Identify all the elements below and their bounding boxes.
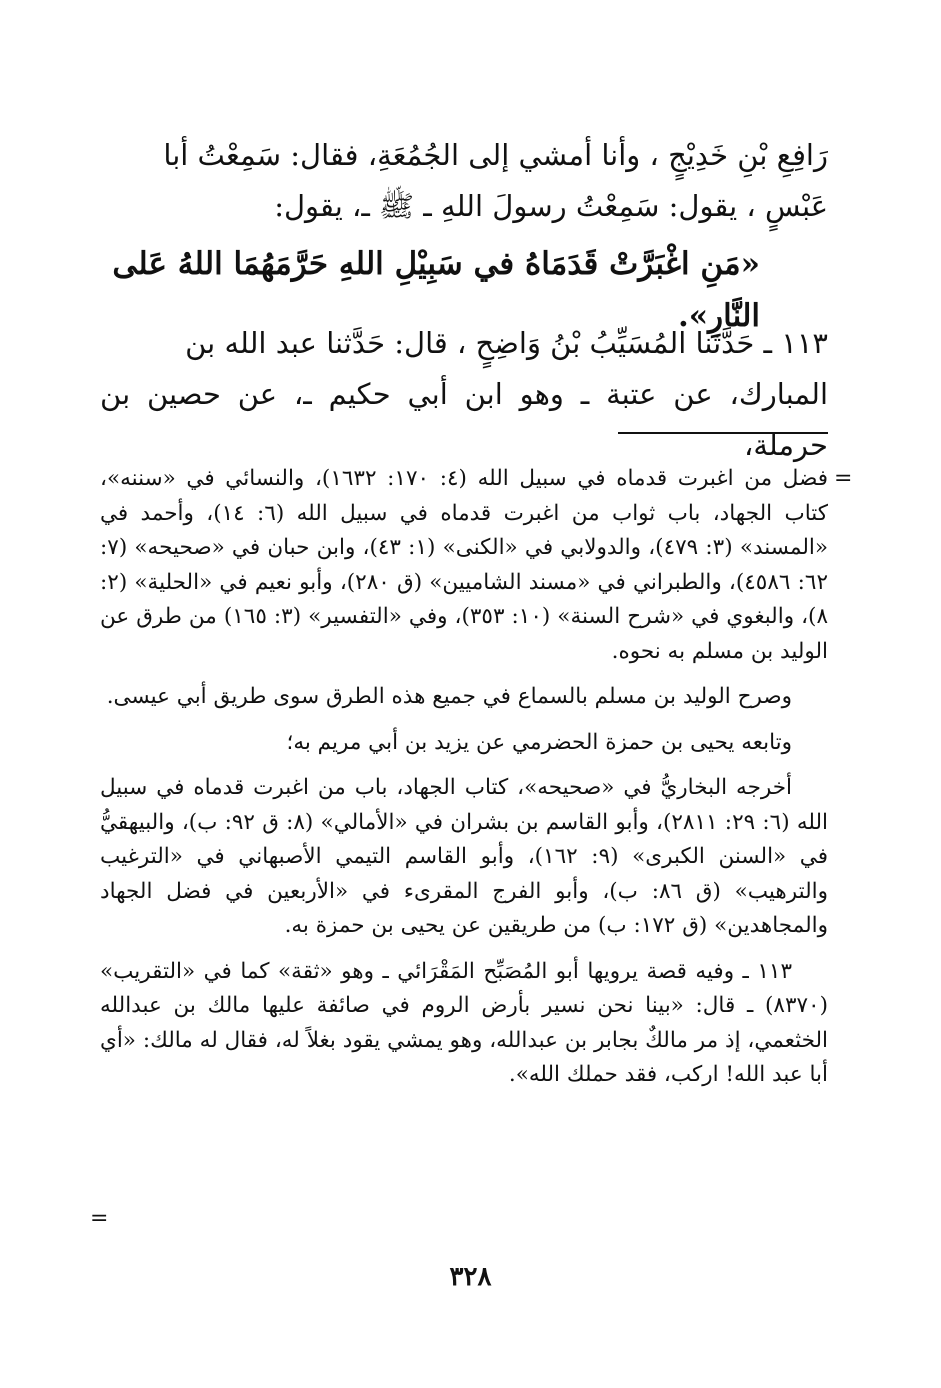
footnote-paragraph: فضل من اغبرت قدماه في سبيل الله (٤: ١٧٠: ١٦٣٢)، والنسائي في «سننه»، كتاب الجهاد، باب ثواب من اغبرت قدماه في سبيل الله (٦: ١٤)، وأحمد في «المسند» (٣: ٤٧٩)، والدولابي في «الكنى» (١: ٤٣)، وابن حبان في «صحيحه» (٧: ٦٢: ٤٥٨٦)، والطبراني في «مسند الشاميين» (ق ٢٨٠)، وأبو نعيم في «الحلية» (٢: ٨)، والبغوي في «شرح السنة» (١٠: ٣٥٣)، وفي «التفسير» (٣: ١٦٥) من طرق عن الوليد بن مسلم به نحوه. — [100, 466, 829, 664]
page-number: ٣٢٨ — [449, 1262, 492, 1292]
footnotes-section — [100, 462, 828, 1093]
main-line: ١١٣ ـ حَدَّثنا المُسَيِّبُ بْنُ وَاضِحٍ ، قال: حَدَّثنا عبد الله بن — [185, 326, 828, 360]
footnote-paragraph: وصرح الوليد بن مسلم بالسماع في جميع هذه الطرق سوى طريق أبي عيسى. — [106, 684, 792, 709]
footnote-continuation-marker: = — [834, 466, 853, 491]
hadith-quote: «مَنِ اغْبَرَّتْ قَدَمَاهُ في سَبِيْلِ اللهِ حَرَّمَهُمَا اللهُ عَلى النَّارِ». — [112, 246, 760, 334]
main-line: رَافِعِ بْنِ خَدِيْجٍ ، وأنا أمشي إلى الجُمُعَةِ، فقال: سَمِعْتُ أبا — [163, 138, 828, 172]
main-paragraph-113 — [100, 318, 828, 471]
main-paragraph-top — [100, 130, 828, 232]
footnote-paragraph: وتابعه يحيى بن حمزة الحضرمي عن يزيد بن أبي مريم به؛ — [286, 729, 792, 755]
main-line: عَبْسٍ ، يقول: سَمِعْتُ رسولَ اللهِ ـ ﷺ ـ، يقول: — [274, 189, 828, 223]
footnote-paragraph: أخرجه البخاريُّ في «صحيحه»، كتاب الجهاد، باب من اغبرت قدماه في سبيل الله (٦: ٢٩: ٢٨١١)، وأبو القاسم بن بشران في «الأمالي» (٨: ق ٩٢: ب)، والبيهقيُّ في «السنن الكبرى» (٩: ١٦٢)، وأبو القاسم التيمي الأصبهاني في «الترغيب والترهيب» (ق ٨٦: ب)، وأبو الفرج المقرىء في «الأربعين في فضل الجهاد والمجاهدين» (ق ١٧٢: ب) من طريقين عن يحيى بن حمزة به. — [100, 775, 829, 938]
footnote-continues-marker: = — [90, 1206, 109, 1231]
footnote-paragraph: ١١٣ ـ وفيه قصة يرويها أبو المُصَبِّح المَقْرَائي ـ وهو «ثقة» كما في «التقريب» (٨٣٧٠) ـ قال: «بينا نحن نسير بأرض الروم في صائفة عليها مالك بن عبدالله الخثعمي، إذ مر مالكٌ بجابر بن عبدالله، وهو يمشي يقود بغلاً له، فقال له مالك: «أي أبا عبد الله! اركب، فقد حملك الله». — [100, 958, 828, 1087]
footnote-separator-rule — [618, 432, 828, 434]
main-line: المبارك، عن عتبة ـ وهو ابن أبي حكيم ـ، عن حصين بن حرملة، — [100, 377, 828, 462]
